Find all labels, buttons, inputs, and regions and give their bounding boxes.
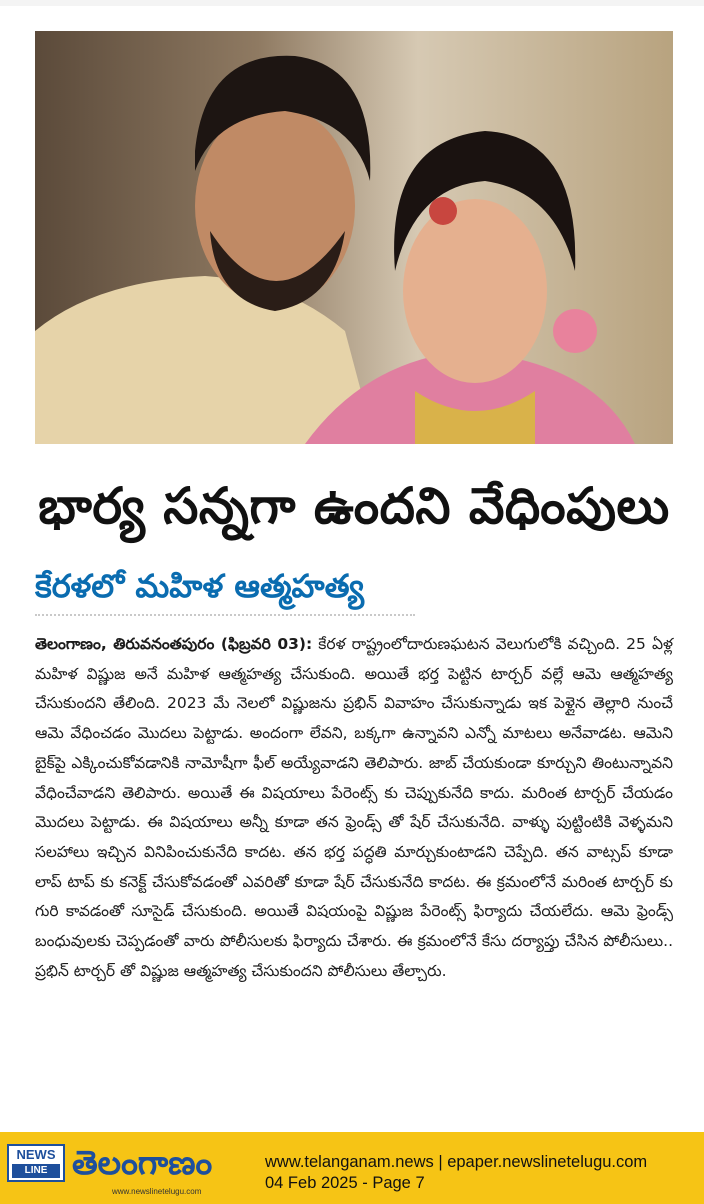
newsline-logo bbox=[7, 1144, 65, 1182]
subheadline: కేరళలో మహిళ ఆత్మహత్య bbox=[35, 567, 365, 605]
headline: భార్య సన్నగా ఉందని వేధింపులు bbox=[38, 477, 670, 535]
brand-url: www.newslinetelugu.com bbox=[112, 1187, 202, 1196]
subheadline-wrap bbox=[35, 562, 415, 616]
article-photo bbox=[35, 31, 673, 444]
newsline-logo-bottom: LINE bbox=[12, 1164, 60, 1178]
brand-logo: తెలంగాణం bbox=[72, 1143, 213, 1182]
dateline: తెలంగాణం, తిరువనంతపురం (ఫిబ్రవరి 03): bbox=[35, 635, 313, 653]
footer-date-page: 04 Feb 2025 - Page 7 bbox=[265, 1174, 425, 1192]
article-body bbox=[35, 630, 673, 986]
footer-websites: www.telanganam.news | epaper.newslinetelugu.com bbox=[265, 1153, 648, 1171]
newsline-logo-top: NEWS bbox=[16, 1147, 56, 1162]
article-body-text: కేరళ రాష్ట్రంలోదారుణఘటన వెలుగులోకి వచ్చింది. 25 ఏళ్ల మహిళ విష్ణుజ అనే మహిళ ఆత్మహత్య చేసుకుంది. అయితే భర్త పెట్టిన టార్చర్ వల్లే ఆమె ఆత్మహత్య చేసుకుందని తేలింది. 2023 మే నెలలో విష్ణుజను ప్రభిన్ వివాహం చేసుకున్నాడు ఇక పెళ్లైన తెల్లారి నుంచే ఆమె వేధించడం మొదలు పెట్టాడు. అందంగా లేవని, బక్కగా ఉన్నావని ఎన్నో మాటలు అనేవాడట. ఆమెని బైక్‌పై ఎక్కించుకోవడానికి నామోషీగా ఫీల్ అయ్యేవాడని తెలిపారు. జాబ్ చేయకుండా కూర్చుని తింటున్నావని వేధించేవాడని తెలిపారు. అయితే ఈ విషయాలు పేరెంట్స్ కు చెప్పుకునేది కాదు. మరింత టార్చర్ చేయడం మొదలు పెట్టాడు. ఈ విషయాలు అన్నీ కూడా తన ఫ్రెండ్స్ తో షేర్ చేసుకునేది. వాళ్ళు పుట్టింటికి వెళ్ళమని సలహాలు ఇచ్చిన వినిపించుకునేది కాదట. తన భర్త పద్ధతి మార్చుకుంటాడని చెప్పేది. తన వాట్సప్ కూడా లాప్ టాప్ కు కనెక్ట్ చేసుకోవడంతో ఎవరితో కూడా షేర్ చేసుకునేది కాదట. ఈ క్రమంలోనే మరింత టార్చర్ కు గురి కావడంతో సూసైడ్ చేసుకుంది. అయితే విషయంపై విష్ణుజ పేరెంట్స్ ఫిర్యాదు చేయలేదు. ఆమె ఫ్రెండ్స్ బంధువులకు చెప్పడంతో వారు పోలీసులకు ఫిర్యాదు చేశారు. ఈ క్రమంలోనే కేసు దర్యాప్తు చేసిన పోలీసులు.. ప్రభిన్ టార్చర్ తో విష్ణుజ ఆత్మహత్య చేసుకుందని పోలీసులు తేల్చారు. bbox=[35, 635, 673, 980]
footer-bar bbox=[0, 1132, 704, 1204]
top-strip bbox=[0, 0, 704, 6]
